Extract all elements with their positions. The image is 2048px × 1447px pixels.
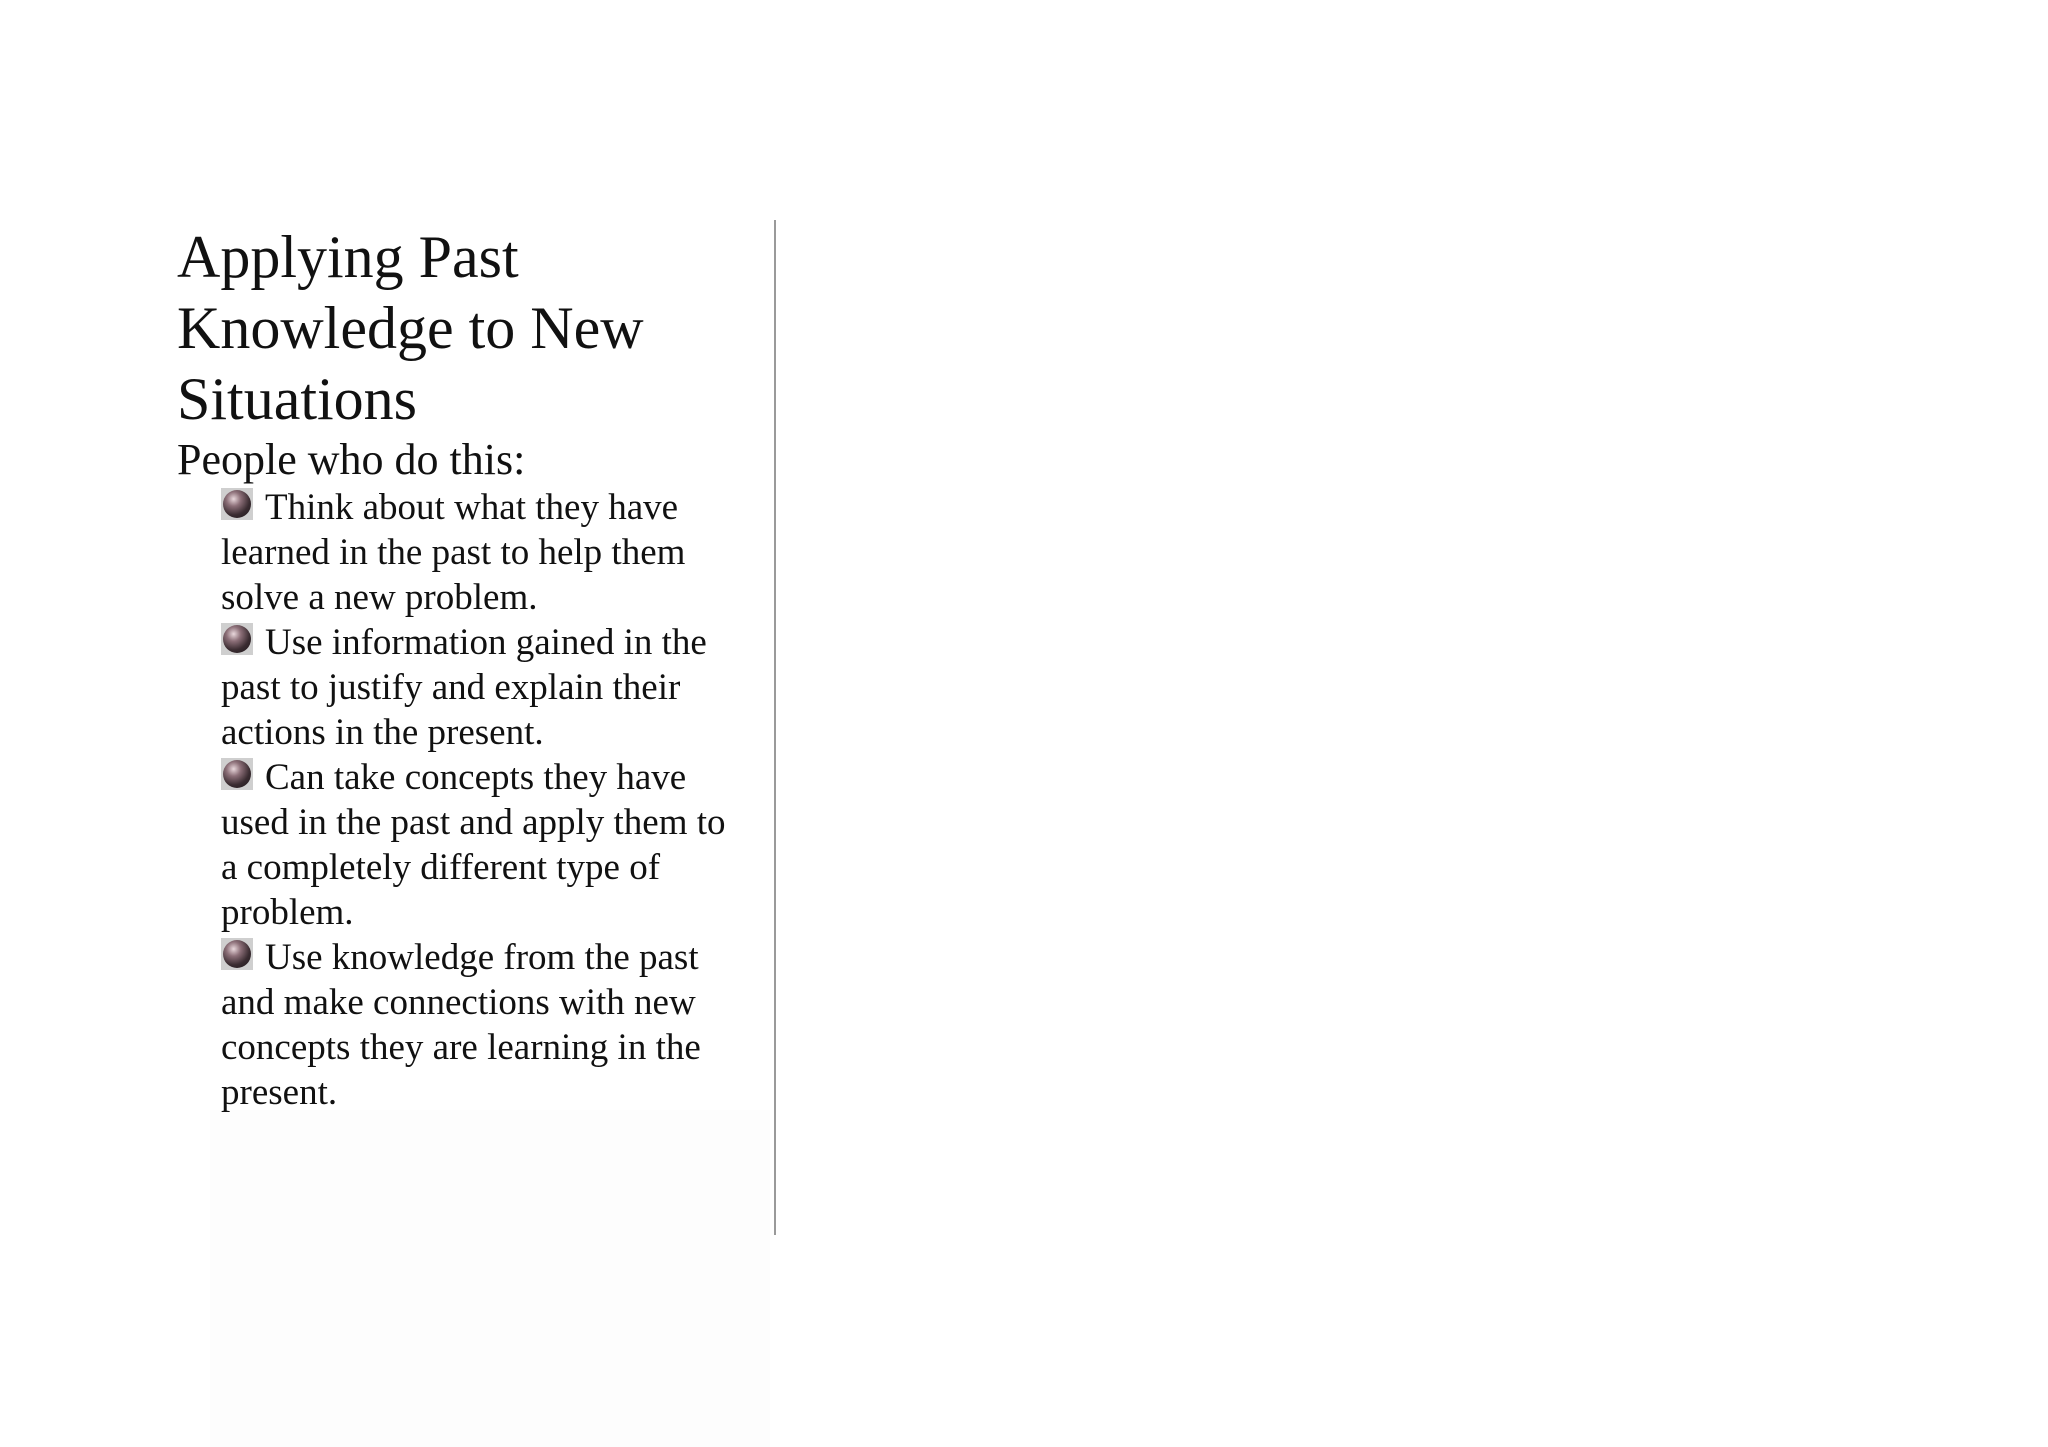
text-column bbox=[177, 222, 737, 1115]
sphere-bullet-icon bbox=[221, 488, 253, 520]
intro-text: People who do this: bbox=[177, 435, 526, 484]
page-shade bbox=[210, 1110, 770, 1447]
list-item-text: Use information gained in the past to justify and explain their actions in the present. bbox=[221, 622, 707, 753]
list-item bbox=[221, 620, 737, 755]
column-divider bbox=[774, 220, 776, 1235]
list-item-text: Use knowledge from the past and make connections with new concepts they are learning in the present. bbox=[221, 937, 701, 1113]
sphere-bullet-icon bbox=[221, 938, 253, 970]
list-item-text: Think about what they have learned in the past to help them solve a new problem. bbox=[221, 487, 686, 618]
list-item bbox=[221, 485, 737, 620]
list-item bbox=[221, 935, 737, 1115]
list-item-text: Can take concepts they have used in the past and apply them to a completely different type of problem. bbox=[221, 757, 726, 933]
page-title: Applying Past Knowledge to New Situations bbox=[177, 224, 644, 432]
sphere-bullet-icon bbox=[221, 758, 253, 790]
bullet-list bbox=[177, 485, 737, 1115]
sphere-bullet-icon bbox=[221, 623, 253, 655]
list-item bbox=[221, 755, 737, 935]
